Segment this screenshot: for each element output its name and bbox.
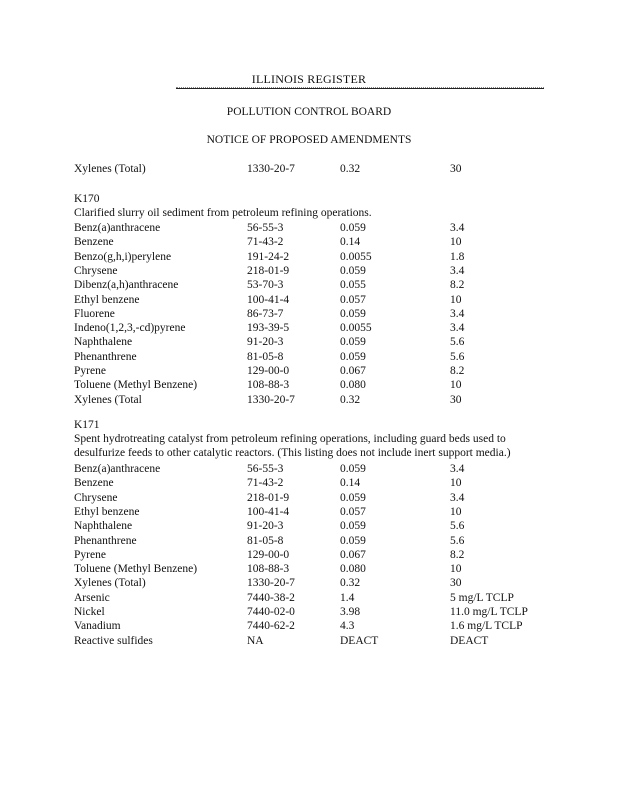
cas-number: 108-88-3 (247, 379, 290, 392)
wastewater-value: 0.067 (340, 548, 366, 561)
header-rule (176, 88, 544, 89)
constituent-name: Benzene (74, 236, 114, 249)
wastewater-value: 0.059 (340, 222, 366, 234)
wastewater-value: 0.059 (340, 307, 366, 320)
wastewater-value: 0.057 (340, 293, 366, 306)
nonwastewater-value: 8.2 (450, 365, 465, 377)
register-title: ILLINOIS REGISTER (251, 72, 367, 86)
nonwastewater-value: 30 (450, 577, 462, 590)
waste-code-k171: K171 (74, 419, 100, 431)
constituent-name: Benzo(g,h,i)perylene (74, 250, 172, 263)
cas-number: 193-39-5 (247, 322, 290, 335)
wastewater-value: 0.080 (340, 379, 366, 392)
wastewater-value: 0.0055 (340, 322, 372, 335)
constituent-name: Reactive sulfides (74, 634, 153, 647)
wastewater-value: 0.067 (340, 365, 366, 377)
nonwastewater-value: 10 (450, 379, 462, 392)
cas-number: 108-88-3 (247, 563, 290, 576)
cas-number: 218-01-9 (247, 491, 290, 504)
constituent-name: Xylenes (Total) (74, 163, 146, 175)
table-row (0, 221, 618, 235)
constituent-name: Indeno(1,2,3,-cd)pyrene (74, 322, 186, 335)
table-row (0, 278, 618, 292)
constituent-name: Xylenes (Total) (74, 577, 146, 590)
cas-number: 1330-20-7 (247, 163, 295, 175)
cas-number: 56-55-3 (247, 463, 284, 475)
constituent-name: Benz(a)anthracene (74, 463, 161, 475)
wastewater-value: 0.059 (340, 336, 366, 349)
cas-number: 191-24-2 (247, 250, 290, 263)
k170-description: Clarified slurry oil sediment from petroleum refining operations. (74, 207, 372, 219)
nonwastewater-value: 3.4 (450, 264, 465, 277)
table-row (0, 350, 618, 364)
constituent-name: Xylenes (Total (74, 393, 142, 406)
cas-number: 100-41-4 (247, 505, 290, 518)
notice-heading: NOTICE OF PROPOSED AMENDMENTS (206, 134, 412, 146)
cas-number: 86-73-7 (247, 307, 284, 320)
table-row (0, 562, 618, 576)
wastewater-value: 1.4 (340, 591, 355, 604)
cas-number: 7440-02-0 (247, 606, 295, 618)
cas-number: 129-00-0 (247, 548, 290, 561)
nonwastewater-value: 1.8 (450, 250, 465, 263)
constituent-name: Ethyl benzene (74, 293, 140, 306)
table-row (0, 491, 618, 505)
table-row (0, 235, 618, 249)
nonwastewater-value: 8.2 (450, 548, 465, 561)
constituent-name: Ethyl benzene (74, 505, 140, 518)
wastewater-value: 0.32 (340, 577, 361, 590)
wastewater-value: 3.98 (340, 606, 361, 618)
nonwastewater-value: 10 (450, 563, 462, 576)
constituent-name: Phenanthrene (74, 534, 137, 547)
cas-number: 71-43-2 (247, 477, 284, 490)
constituent-name: Fluorene (74, 307, 115, 320)
nonwastewater-value: 30 (450, 393, 462, 406)
constituent-name: Toluene (Methyl Benzene) (74, 563, 198, 576)
cas-number: 53-70-3 (247, 279, 284, 292)
nonwastewater-value: 11.0 mg/L TCLP (450, 606, 528, 618)
constituent-name: Benz(a)anthracene (74, 222, 161, 234)
cas-number: 7440-62-2 (247, 620, 295, 633)
k171-description-line2: desulfurize feeds to other catalytic reactors. (This listing does not include inert support media.) (74, 447, 511, 459)
constituent-name: Dibenz(a,h)anthracene (74, 279, 179, 292)
cas-number: NA (247, 634, 264, 647)
nonwastewater-value: 5.6 (450, 534, 465, 547)
wastewater-value: 0.055 (340, 279, 366, 292)
wastewater-value: 0.059 (340, 463, 366, 475)
constituent-name: Pyrene (74, 548, 106, 561)
nonwastewater-value: 8.2 (450, 279, 465, 292)
table-row (0, 634, 618, 648)
table-row (0, 519, 618, 533)
table-row (0, 364, 618, 378)
nonwastewater-value: 1.6 mg/L TCLP (450, 620, 523, 633)
constituent-name: Naphthalene (74, 336, 133, 349)
nonwastewater-value: DEACT (450, 634, 489, 647)
wastewater-value: 0.059 (340, 350, 366, 363)
wastewater-value: DEACT (340, 634, 379, 647)
table-row (0, 534, 618, 548)
nonwastewater-value: 3.4 (450, 322, 465, 335)
nonwastewater-value: 5 mg/L TCLP (450, 591, 514, 604)
waste-code-k170: K170 (74, 193, 100, 205)
wastewater-value: 0.059 (340, 491, 366, 504)
constituent-name: Toluene (Methyl Benzene) (74, 379, 198, 392)
board-heading: POLLUTION CONTROL BOARD (226, 106, 392, 118)
wastewater-value: 0.14 (340, 477, 361, 490)
table-row (0, 619, 618, 633)
wastewater-value: 0.32 (340, 393, 361, 406)
wastewater-value: 0.057 (340, 505, 366, 518)
cas-number: 100-41-4 (247, 293, 290, 306)
cas-number: 91-20-3 (247, 336, 284, 349)
table-row (0, 378, 618, 392)
constituent-name: Chrysene (74, 264, 118, 277)
wastewater-value: 0.080 (340, 563, 366, 576)
wastewater-value: 0.14 (340, 236, 361, 249)
table-row (0, 321, 618, 335)
nonwastewater-value: 3.4 (450, 222, 465, 234)
cas-number: 81-05-8 (247, 534, 284, 547)
table-row (0, 591, 618, 605)
cas-number: 218-01-9 (247, 264, 290, 277)
cas-number: 71-43-2 (247, 236, 284, 249)
table-row (0, 576, 618, 590)
table-row (0, 476, 618, 490)
wastewater-value: 0.32 (340, 163, 361, 175)
constituent-name: Vanadium (74, 620, 121, 633)
table-row (0, 605, 618, 619)
nonwastewater-value: 3.4 (450, 307, 465, 320)
constituent-name: Nickel (74, 606, 105, 618)
k171-description-line1: Spent hydrotreating catalyst from petroleum refining operations, including guard beds used to (74, 433, 506, 445)
table-row (0, 250, 618, 264)
table-row (0, 307, 618, 321)
table-row (0, 548, 618, 562)
table-row (0, 505, 618, 519)
nonwastewater-value: 5.6 (450, 336, 465, 349)
constituent-name: Naphthalene (74, 520, 133, 533)
cas-number: 81-05-8 (247, 350, 284, 363)
constituent-name: Phenanthrene (74, 350, 137, 363)
table-row (0, 264, 618, 278)
table-row (0, 462, 618, 476)
table-row (0, 393, 618, 407)
nonwastewater-value: 3.4 (450, 491, 465, 504)
constituent-name: Pyrene (74, 365, 106, 377)
cas-number: 7440-38-2 (247, 591, 295, 604)
nonwastewater-value: 30 (450, 163, 462, 175)
constituent-name: Chrysene (74, 491, 118, 504)
table-row (0, 162, 618, 176)
nonwastewater-value: 3.4 (450, 463, 465, 475)
wastewater-value: 0.0055 (340, 250, 372, 263)
cas-number: 1330-20-7 (247, 577, 295, 590)
cas-number: 56-55-3 (247, 222, 284, 234)
wastewater-value: 0.059 (340, 534, 366, 547)
nonwastewater-value: 5.6 (450, 520, 465, 533)
table-row (0, 293, 618, 307)
nonwastewater-value: 10 (450, 505, 462, 518)
cas-number: 129-00-0 (247, 365, 290, 377)
nonwastewater-value: 10 (450, 477, 462, 490)
wastewater-value: 0.059 (340, 520, 366, 533)
table-row (0, 335, 618, 349)
nonwastewater-value: 10 (450, 293, 462, 306)
constituent-name: Arsenic (74, 591, 110, 604)
wastewater-value: 0.059 (340, 264, 366, 277)
cas-number: 91-20-3 (247, 520, 284, 533)
nonwastewater-value: 5.6 (450, 350, 465, 363)
nonwastewater-value: 10 (450, 236, 462, 249)
constituent-name: Benzene (74, 477, 114, 490)
cas-number: 1330-20-7 (247, 393, 295, 406)
wastewater-value: 4.3 (340, 620, 355, 633)
